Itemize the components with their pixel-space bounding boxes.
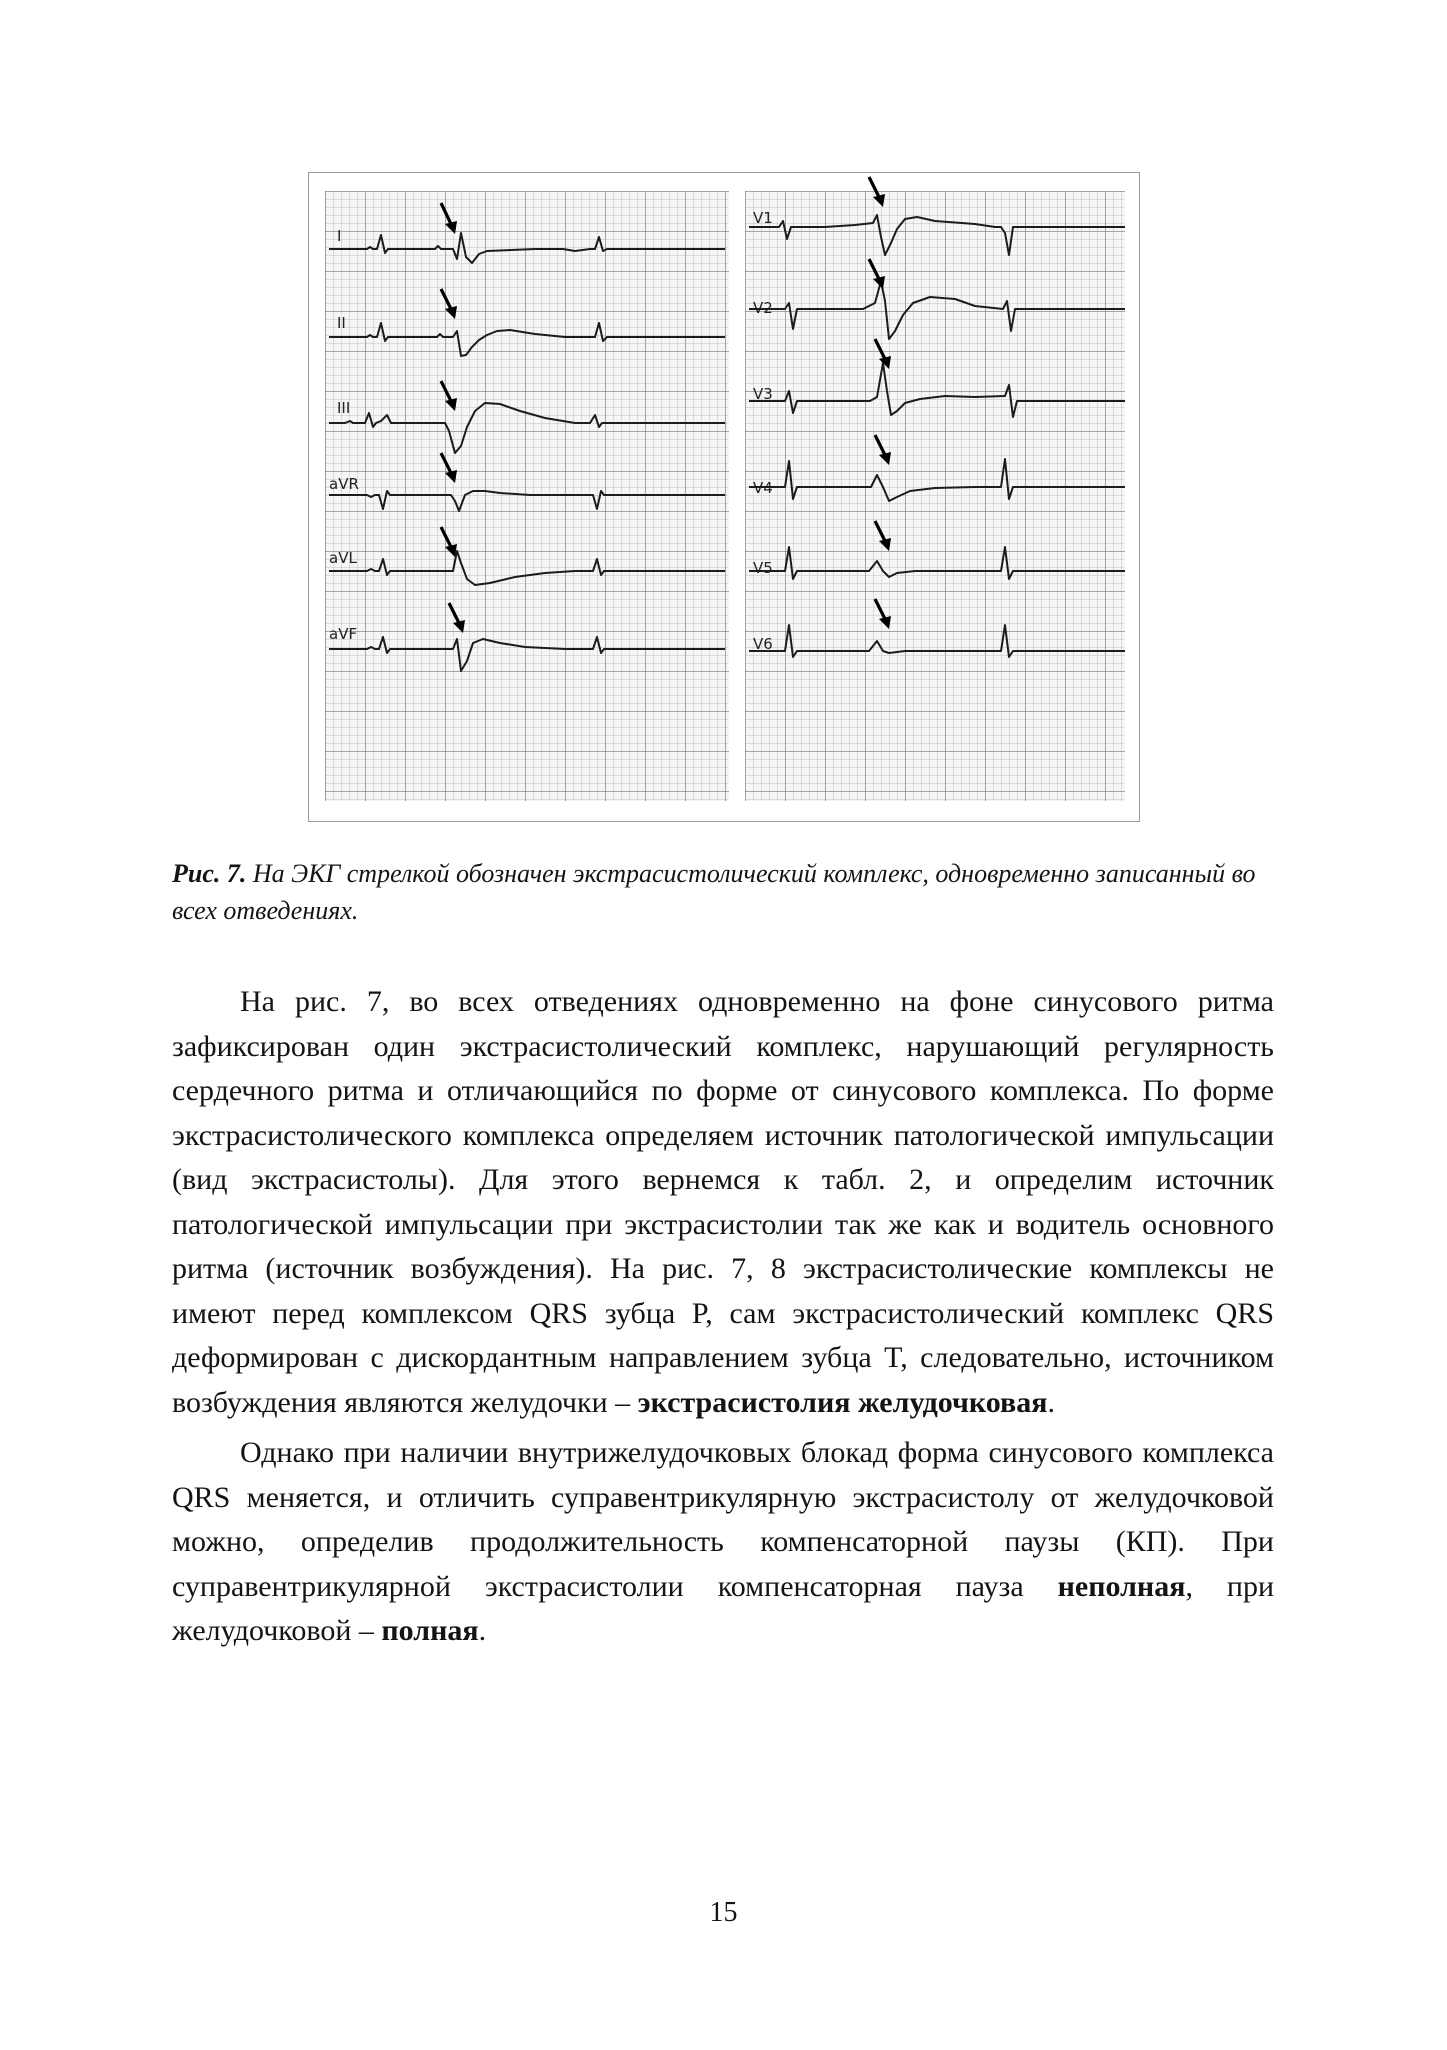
arrow-head-icon-aVF (453, 620, 465, 633)
paragraph-2-mid: , при желудочковой – (172, 1569, 1275, 1647)
trace-I (329, 233, 725, 263)
arrow-icon-aVL (441, 527, 451, 547)
trace-aVR (329, 491, 725, 511)
caption-text: На ЭКГ стрелкой обозначен экстрасистолический комплекс, одновременно записанный во всех отведениях. (172, 859, 1256, 925)
arrow-head-icon-aVR (445, 470, 457, 483)
lead-label-aVF: aVF (329, 625, 358, 643)
trace-II (329, 323, 725, 356)
caption-label: Рис. 7. (172, 859, 247, 888)
trace-V3 (749, 363, 1125, 417)
lead-label-V1: V1 (753, 209, 773, 227)
arrow-head-icon-V1 (873, 194, 885, 207)
arrow-head-icon-III (445, 398, 457, 411)
arrow-head-icon-I (445, 221, 457, 234)
arrow-icon-aVF (449, 603, 459, 623)
trace-V5 (749, 547, 1125, 579)
trace-V2 (749, 281, 1125, 339)
arrow-icon-V1 (869, 177, 879, 197)
trace-V4 (749, 459, 1125, 501)
paragraph-2-bold-1: неполная (1057, 1569, 1186, 1603)
body-text (172, 980, 1274, 1660)
paragraph-2-end: . (478, 1614, 487, 1647)
arrow-icon-III (441, 381, 451, 401)
paragraph-1-text: На рис. 7, во всех отведениях одновременно на фоне синусового ритма зафиксирован один экстрасистолический комплекс, нарушающий регулярность сердечного ритма и отличающийся по форме от синусового комплекса. По форме экстрасистолического комплекса определяем источник патологической импульсации (вид экстрасистолы). Для этого вернемся к табл. 2, и определим источник патологической импульсации при экстрасистолии так же как и водитель основного ритма (источник возбуждения). На рис. 7, 8 экстрасистолические комплексы не имеют перед комплексом QRS зубца P, сам экстрасистолический комплекс QRS деформирован с дискордантным направлением зубца T, следовательно, источником возбуждения являются желудочки – (172, 985, 1274, 1419)
lead-label-V2: V2 (753, 299, 773, 317)
figure-caption (172, 855, 1272, 929)
lead-label-V5: V5 (753, 559, 773, 577)
ecg-figure (308, 172, 1140, 822)
arrow-head-icon-V6 (879, 616, 891, 629)
trace-aVL (329, 551, 725, 585)
lead-label-V4: V4 (753, 479, 773, 497)
lead-label-I: I (337, 227, 342, 245)
arrow-head-icon-V4 (879, 452, 891, 465)
trace-III (329, 403, 725, 453)
arrow-icon-V3 (875, 339, 885, 359)
ecg-chest-leads-svg (745, 191, 1125, 801)
lead-label-III: III (337, 399, 351, 417)
lead-label-II: II (337, 314, 346, 332)
paragraph-2-bold-2: полная (381, 1614, 479, 1647)
lead-label-V3: V3 (753, 385, 773, 403)
arrow-head-icon-II (445, 306, 457, 319)
page-number: 15 (709, 1897, 738, 1928)
ecg-limb-leads-svg (325, 191, 729, 801)
paragraph-2 (172, 1431, 1274, 1654)
trace-aVF (329, 637, 725, 671)
lead-label-aVR: aVR (329, 475, 359, 493)
arrow-icon-V5 (875, 521, 885, 541)
ecg-panel-limb-leads (325, 191, 729, 801)
arrow-icon-V2 (869, 259, 879, 279)
arrow-icon-V4 (875, 435, 885, 455)
paragraph-1-bold: экстрасистолия желудочковая (637, 1385, 1048, 1419)
paragraph-1 (172, 980, 1274, 1425)
trace-V6 (749, 625, 1125, 657)
lead-label-V6: V6 (753, 635, 773, 653)
paragraph-1-end: . (1047, 1385, 1055, 1419)
ecg-panel-chest-leads (745, 191, 1125, 801)
paragraph-2-text: Однако при наличии внутрижелудочковых блокад форма синусового комплекса QRS меняется, и отличить суправентрикулярную экстрасистолу от желудочковой можно, определив продолжительность компенсаторной паузы (КП). При суправентрикулярной экстрасистолии компенсаторная пауза (172, 1436, 1274, 1603)
lead-label-aVL: aVL (329, 549, 357, 567)
arrow-head-icon-V3 (879, 356, 891, 369)
arrow-icon-V6 (875, 599, 885, 619)
arrow-icon-II (441, 289, 451, 309)
arrow-head-icon-V5 (879, 538, 891, 551)
arrow-head-icon-aVL (445, 544, 457, 557)
trace-V1 (749, 215, 1125, 255)
arrow-icon-aVR (441, 453, 451, 473)
arrow-icon-I (441, 203, 451, 224)
